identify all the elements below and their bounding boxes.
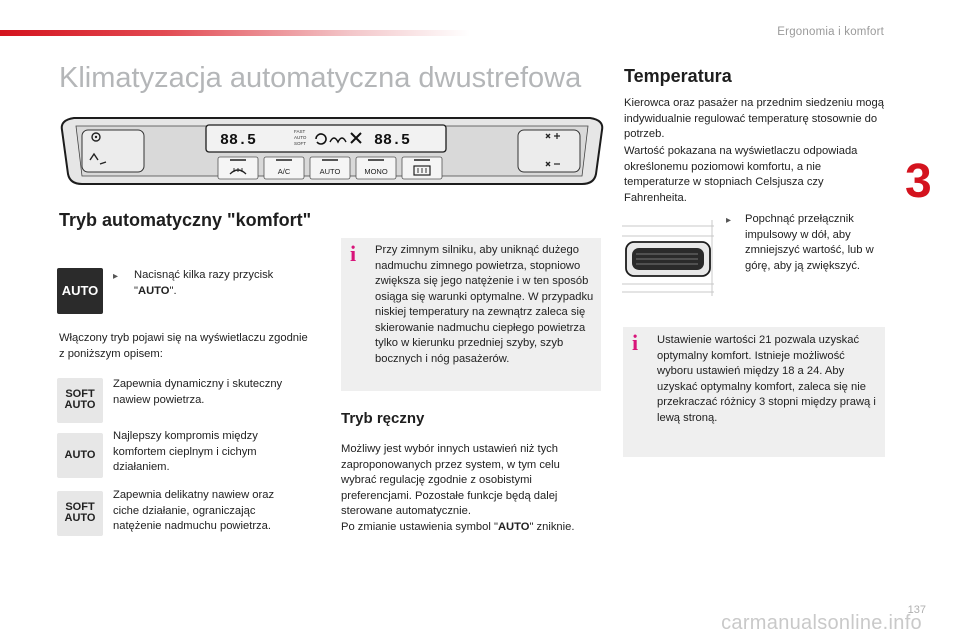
temperature-heading: Temperatura xyxy=(624,66,732,86)
section-label: Ergonomia i komfort xyxy=(777,26,884,38)
manual-mode-note: Po zmianie ustawienia symbol "AUTO" zniknie. xyxy=(341,521,575,533)
auto-intro-text: Włączony tryb pojawi się na wyświetlaczu zgodnie z poniższym opisem: xyxy=(59,332,308,360)
auto-badge-2: AUTO xyxy=(57,433,103,478)
temperature-instruction: Popchnąć przełącznik impulsowy w dół, aby zmniejszyć wartość, lub w górę, aby ją zwiększyć. xyxy=(745,213,874,272)
mode-description-1: Zapewnia dynamiczny i skuteczny nawiew powietrza. xyxy=(113,378,283,406)
info-icon: i xyxy=(350,241,357,266)
temperature-text-1: Kierowca oraz pasażer na przednim siedzeniu mogą indywidualnie regulować temperaturę stosownie do potrzeb. xyxy=(624,97,884,140)
temperature-text-2: Wartość pokazana na wyświetlaczu odpowiada określonemu poziomowi komfortu, a nie temperaturze w stopniach Celsjusza czy Fahrenheita. xyxy=(624,145,858,204)
chapter-number: 3 xyxy=(905,155,932,208)
auto-instruction: Nacisnąć kilka razy przycisk "AUTO". xyxy=(134,269,274,297)
info-text-cold-engine: Przy zimnym silniku, aby uniknąć dużego nadmuchu zimnego powietrza, stopniowo zwiększa się jego natężenie i w ten sposób osiąga się warunki optymalne. W przypadku niskiej temperatury na zewnątrz zaleca się skierowanie nadmuchu ciepłego powietrza tylko w kierunku przedniej szyby, szyb bocznych i nóg pasażerów. xyxy=(375,244,594,365)
mono-button-label: MONO xyxy=(364,167,388,176)
svg-text:FAST: FAST xyxy=(294,129,306,134)
info-text-optimal-temp: Ustawienie wartości 21 pozwala uzyskać optymalny komfort. Istnieje możliwość wyboru ustawień między 18 a 24. Aby uzyskać optymalny komfort, zaleca się nie przekraczać różnicy 3 stopni między prawą i lewą stroną. xyxy=(657,334,876,424)
climate-panel-illustration xyxy=(56,112,608,192)
auto-button-label: AUTO xyxy=(319,167,341,176)
ac-button-label: A/C xyxy=(277,167,291,176)
display-mode-indicator xyxy=(294,129,307,146)
auto-badge: AUTO xyxy=(57,268,103,314)
page-number: 137 xyxy=(907,604,926,616)
manual-mode-heading: Tryb ręczny xyxy=(341,410,425,427)
bullet-icon: ▸ xyxy=(726,215,732,226)
soft-auto-badge-3: SOFT AUTO xyxy=(57,491,103,536)
info-icon: i xyxy=(632,330,639,355)
mode-description-3: Zapewnia delikatny nawiew oraz ciche działanie, ograniczając natężenie nadmuchu powietrza. xyxy=(113,489,275,532)
display-temp-left: 88.5 xyxy=(220,132,257,149)
temperature-switch-illustration xyxy=(622,216,720,298)
watermark: carmanualsonline.info xyxy=(721,612,922,634)
svg-text:SOFT: SOFT xyxy=(294,141,306,146)
auto-mode-heading: Tryb automatyczny "komfort" xyxy=(59,210,312,230)
svg-text:AUTO: AUTO xyxy=(294,135,307,140)
header-accent-bar xyxy=(0,30,470,36)
bullet-icon: ▸ xyxy=(113,271,119,282)
manual-mode-text: Możliwy jest wybór innych ustawień niż tych zaproponowanych przez system, w tym celu wybrać regulację zgodnie z osobistymi preferencjami. Pozostałe funkcje będą dalej sterowane automatycznie. xyxy=(341,443,560,517)
display-temp-right: 88.5 xyxy=(374,132,411,149)
soft-auto-badge-1: SOFT AUTO xyxy=(57,378,103,423)
page-title: Klimatyzacja automatyczna dwustrefowa xyxy=(59,62,582,94)
mode-description-2: Najlepszy kompromis między komfortem cieplnym i cichym działaniem. xyxy=(113,430,258,473)
